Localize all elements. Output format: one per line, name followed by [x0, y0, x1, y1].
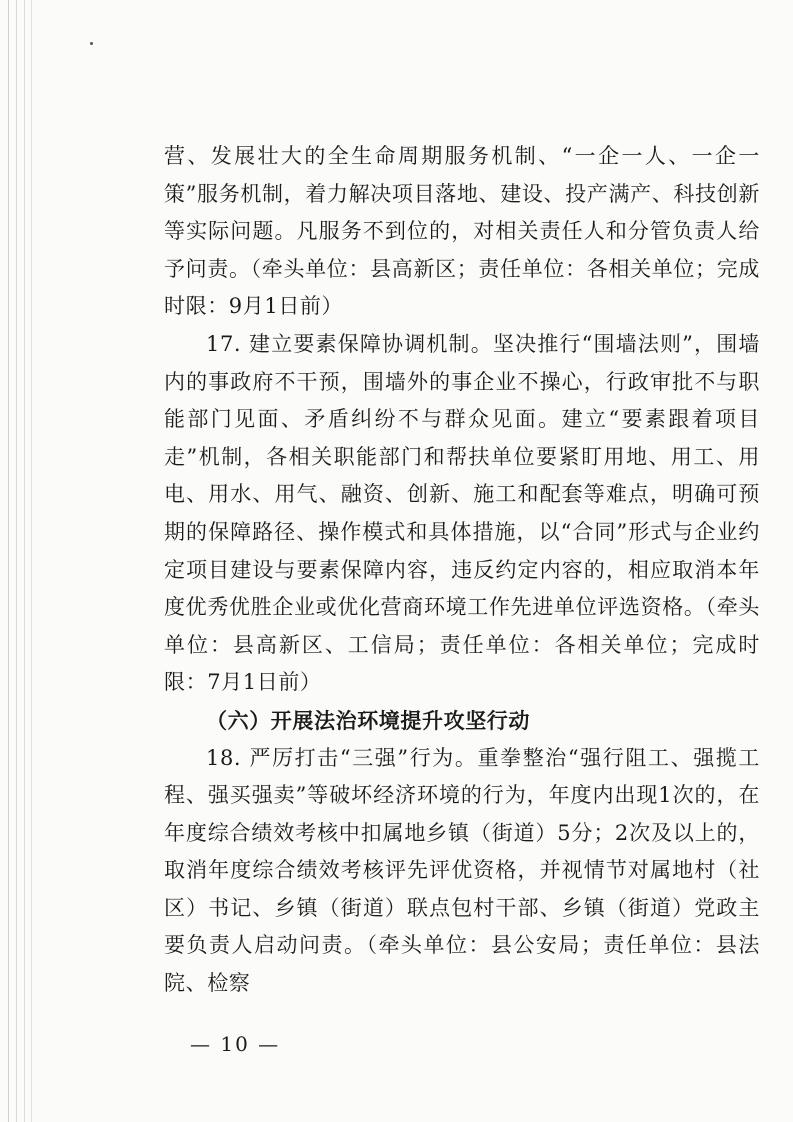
page-number: — 10 —	[190, 1032, 281, 1056]
page-edge	[24, 0, 25, 1122]
paragraph-continuation: 营、发展壮大的全生命周期服务机制、“一企一人、一企一策”服务机制，着力解决项目落地、建设、投产满产、科技创新等实际问题。凡服务不到位的，对相关责任人和分管负责人给予问责。（牵头单位：县高新区；责任单位：各相关单位；完成时限：9月1日前）	[164, 144, 760, 319]
document-body	[164, 138, 760, 1003]
paragraph-item-17: 17. 建立要素保障协调机制。坚决推行“围墙法则”，围墙内的事政府不干预，围墙外的事企业不操心，行政审批不与职能部门见面、矛盾纠纷不与群众见面。建立“要素跟着项目走”机制，各相关职能部门和帮扶单位要紧盯用地、用工、用电、用水、用气、融资、创新、施工和配套等难点，明确可预期的保障路径、操作模式和具体措施，以“合同”形式与企业约定项目建设与要素保障内容，违反约定内容的，相应取消本年度优秀优胜企业或优化营商环境工作先进单位评选资格。（牵头单位：县高新区、工信局；责任单位：各相关单位；完成时限：7月1日前）	[164, 331, 760, 695]
section-heading: （六）开展法治环境提升攻坚行动	[206, 707, 530, 733]
page-edge	[8, 0, 9, 1122]
page-edge	[16, 0, 17, 1122]
page-edge	[31, 0, 32, 1122]
scan-speck	[90, 42, 93, 45]
paragraph-item-18: 18. 严厉打击“三强”行为。重拳整治“强行阻工、强揽工程、强买强卖”等破坏经济环境的行为，年度内出现1次的，在年度综合绩效考核中扣属地乡镇（街道）5分；2次及以上的，取消年度综合绩效考核评先评优资格，并视情节对属地村（社区）书记、乡镇（街道）联点包村干部、乡镇（街道）党政主要负责人启动问责。（牵头单位：县公安局；责任单位：县法院、检察	[164, 745, 760, 996]
